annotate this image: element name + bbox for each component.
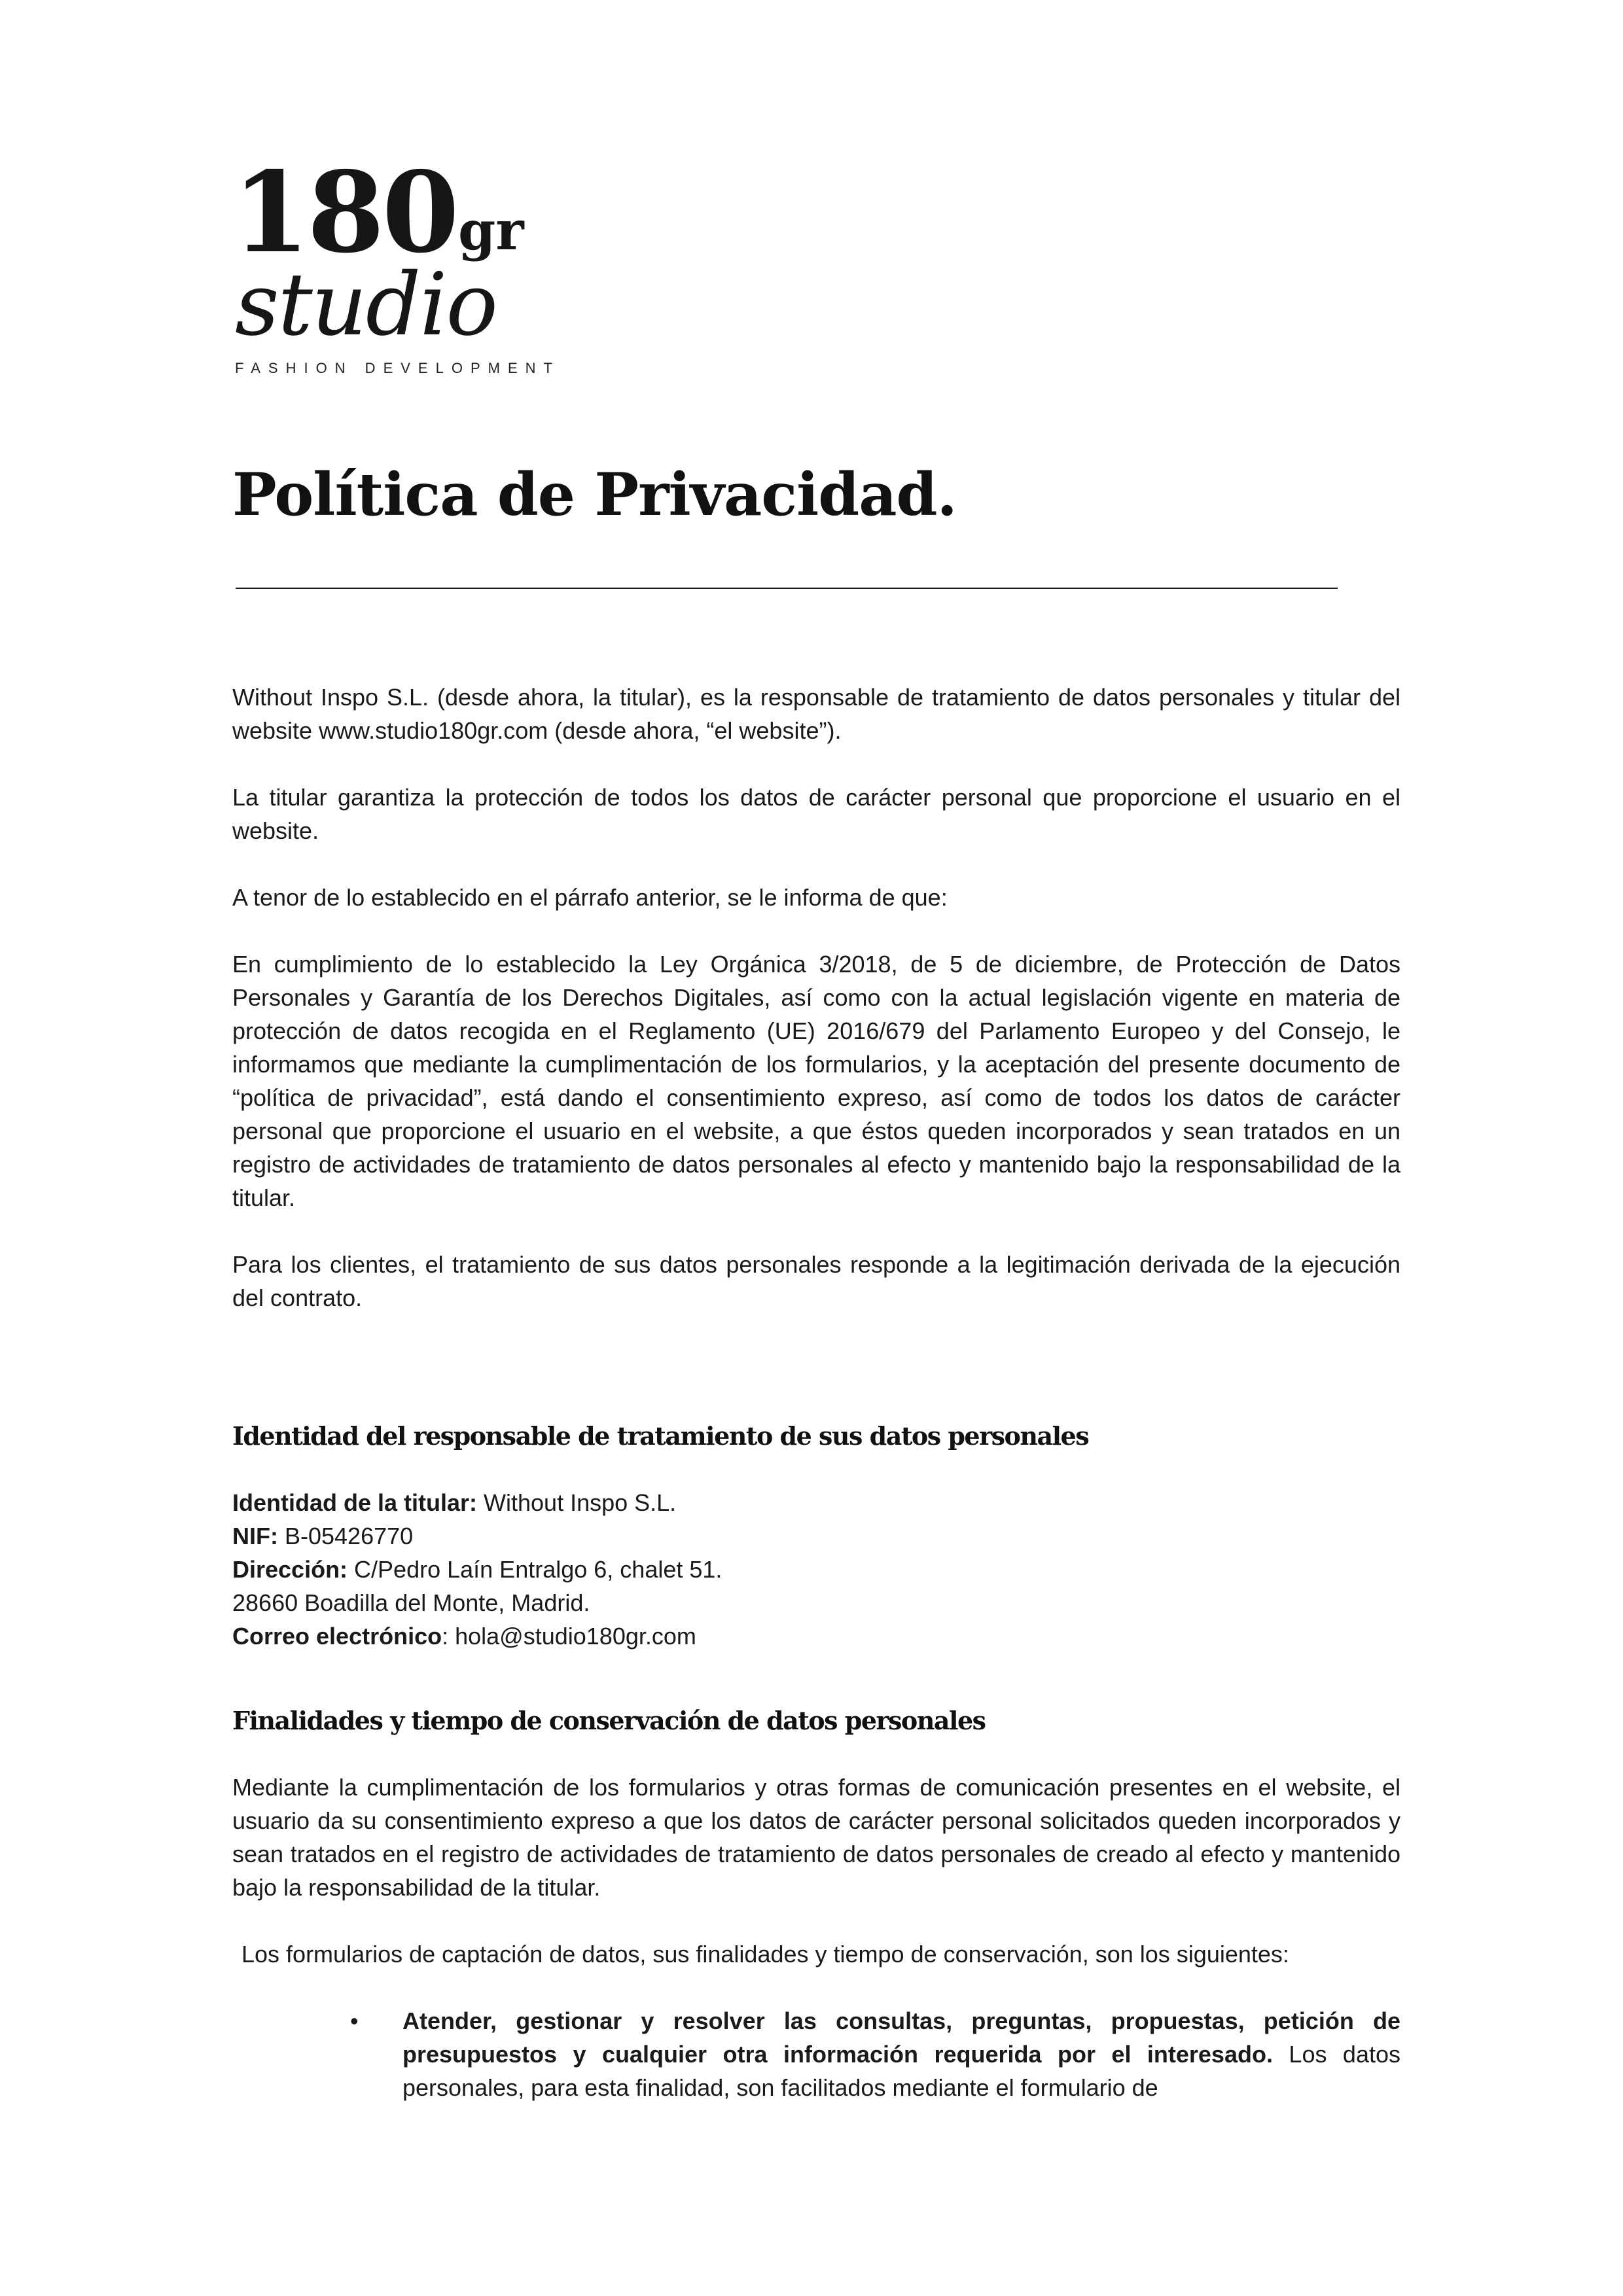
logo-tagline: FASHION DEVELOPMENT [235,360,560,376]
address-line-2: 28660 Boadilla del Monte, Madrid. [232,1589,590,1616]
email-line [232,1619,1400,1653]
studio-logo [232,147,560,386]
forms-intro: Los formularios de captación de datos, sus finalidades y tiempo de conservación, son los siguientes: [241,1941,1289,1968]
logo-script: studio [235,255,497,355]
nif-value: B-05426770 [277,1523,414,1549]
intro-paragraph-2: La titular garantiza la protección de todos los datos de carácter personal que proporcione el usuario en el website. [232,784,1400,844]
holder-line [232,1486,1400,1519]
holder-label: Identidad de la titular: [232,1489,478,1516]
email-label: Correo electrónico [232,1623,442,1650]
nif-line [232,1519,1400,1553]
intro-paragraph-1: Without Inspo S.L. (desde ahora, la titular), es la responsable de tratamiento de datos personales y titular del website www.studio180gr.com (desde ahora, “el website”). [232,684,1400,744]
address-line [232,1553,1400,1586]
holder-value: Without Inspo S.L. [477,1489,677,1516]
page-title: Política de Privacidad. [232,460,957,529]
nif-label: NIF: [232,1523,278,1549]
identity-heading: Identidad del responsable de tratamiento de sus datos personales [232,1421,1089,1451]
list-item-bold: Atender, gestionar y resolver las consultas, preguntas, propuestas, petición de presupuestos y cualquier otra información requerida por el interesado. [402,2007,1400,2068]
intro-paragraph-4: En cumplimiento de lo establecido la Ley Orgánica 3/2018, de 5 de diciembre, de Protección de Datos Personales y Garantía de los Derechos Digitales, así como con la actual legislación vigente en materia de protección de datos recogida en el Reglamento (UE) 2016/679 del Parlamento Europeo y del Consejo, le informamos que mediante la cumplimentación de los formularios, y la aceptación del presente documento de “política de privacidad”, está dando el consentimiento expreso, así como de todos los datos de carácter personal que proporcione el usuario en el website, a que éstos queden incorporados y sean tratados en un registro de actividades de tratamiento de datos personales al efecto y mantenido bajo la responsabilidad de la titular. [232,951,1400,1211]
list-item-text: Los datos personales, para esta finalidad, son facilitados mediante el formulario de [402,2041,1400,2101]
purposes-paragraph: Mediante la cumplimentación de los formularios y otras formas de comunicación presentes en el website, el usuario da su consentimiento expreso a que los datos de carácter personal solicitados queden incorporados y sean tratados en el registro de actividades de tratamiento de datos personales de creado al efecto y mantenido bajo la responsabilidad de la titular. [232,1774,1400,1901]
logo-number: 180 [232,147,457,278]
logo-suffix: gr [458,200,524,262]
title-divider [236,588,1338,589]
address-value: C/Pedro Laín Entralgo 6, chalet 51. [348,1556,722,1583]
policy-body [232,680,1400,2104]
email-value: : hola@studio180gr.com [442,1623,696,1650]
intro-paragraph-3: A tenor de lo establecido en el párrafo anterior, se le informa de que: [232,884,948,911]
purposes-heading: Finalidades y tiempo de conservación de datos personales [232,1706,986,1735]
intro-paragraph-5: Para los clientes, el tratamiento de sus datos personales responde a la legitimación derivada de la ejecución del contrato. [232,1251,1400,1311]
purposes-list [232,2004,1400,2104]
list-item [402,2004,1400,2104]
address-label: Dirección: [232,1556,348,1583]
